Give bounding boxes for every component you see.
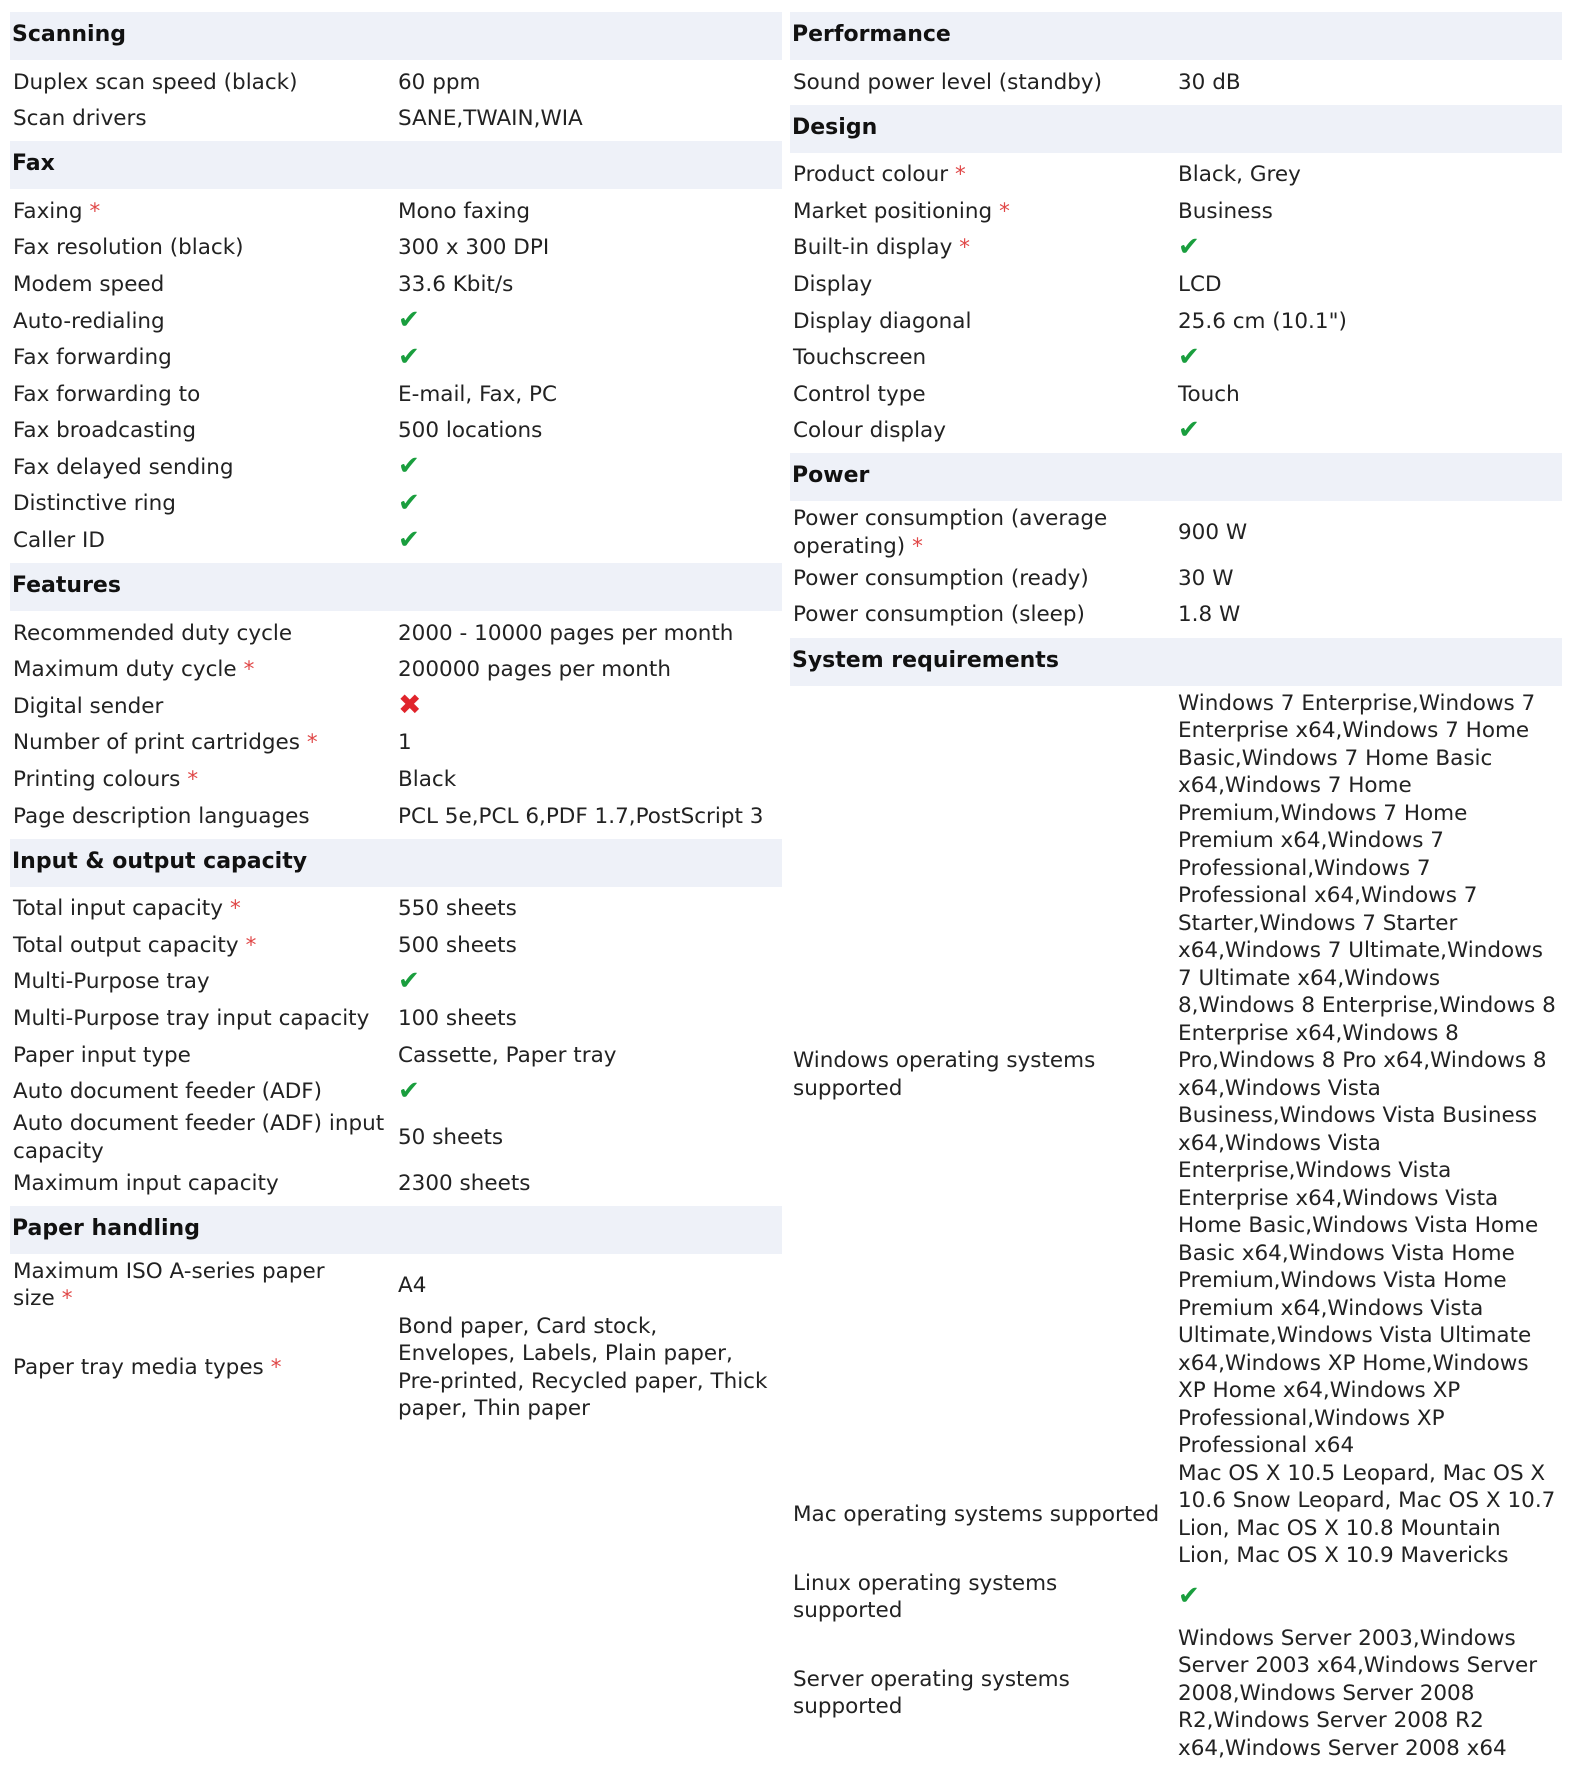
spec-row bbox=[10, 303, 782, 340]
spec-row bbox=[10, 615, 782, 652]
spec-row bbox=[790, 230, 1562, 267]
spec-value bbox=[1178, 231, 1562, 263]
spec-row bbox=[10, 927, 782, 964]
spec-label bbox=[10, 620, 398, 648]
spec-row bbox=[10, 376, 782, 413]
spec-value: Touch bbox=[1178, 381, 1240, 407]
spec-label bbox=[10, 968, 398, 996]
spec-value: Windows 7 Enterprise,Windows 7 Enterprise x64,Windows 7 Home Basic,Windows 7 Home Basic x64,Windows 7 Home Premium,Windows 7 Home Premium x64,Windows 7 Professional,Windows 7 Professional x64,Windows 7 Starter,Windows 7 Starter x64,Windows 7 Ultimate,Windows 7 Ultimate x64,Windows 8,Windows 8 Enterprise,Windows 8 Enterprise x64,Windows 8 Pro,Windows 8 Pro x64,Windows 8 x64,Windows Vista Business,Windows Vista Business x64,Windows Vista Enterprise,Windows Vista Enterprise x64,Windows Vista Home Basic,Windows Vista Home Basic x64,Windows Vista Home Premium,Windows Vista Home Premium x64,Windows Vista Ultimate,Windows Vista Ultimate x64,Windows XP Home,Windows XP Home x64,Windows XP Professional,Windows XP Professional x64 bbox=[1178, 690, 1556, 1459]
spec-label-text: Auto document feeder (ADF) bbox=[13, 1079, 323, 1105]
spec-label bbox=[10, 693, 398, 721]
spec-value: 200000 pages per month bbox=[398, 657, 671, 683]
spec-value bbox=[1178, 341, 1562, 373]
spec-value: Cassette, Paper tray bbox=[398, 1042, 617, 1068]
spec-label-text: Duplex scan speed (black) bbox=[13, 69, 298, 95]
required-asterisk-icon: * bbox=[245, 932, 257, 958]
spec-label-text: Maximum ISO A-series paper size bbox=[13, 1258, 325, 1312]
spec-label-text: Display diagonal bbox=[793, 308, 972, 334]
section-body-paper-handling bbox=[10, 1254, 782, 1427]
spec-value: 60 ppm bbox=[398, 69, 481, 95]
spec-label bbox=[10, 766, 398, 794]
spec-value: Windows Server 2003,Windows Server 2003 x64,Windows Server 2008,Windows Server 2008 R2,Windows Server 2008 R2 x64,Windows Server 2008 x64 bbox=[1178, 1625, 1538, 1761]
spec-value bbox=[1178, 1580, 1562, 1612]
spec-value bbox=[398, 487, 782, 519]
spec-value: 100 sheets bbox=[398, 1006, 517, 1032]
spec-row bbox=[790, 1460, 1562, 1570]
section-body-performance bbox=[790, 60, 1562, 105]
spec-row bbox=[10, 486, 782, 523]
spec-value: 550 sheets bbox=[398, 896, 517, 922]
spec-value: 2300 sheets bbox=[398, 1170, 531, 1196]
spec-label bbox=[10, 1170, 398, 1198]
spec-value: 300 x 300 DPI bbox=[398, 235, 550, 261]
spec-label-text: Fax resolution (black) bbox=[13, 235, 244, 261]
spec-label-text: Auto-redialing bbox=[13, 308, 165, 334]
spec-label bbox=[10, 1005, 398, 1033]
spec-value: Bond paper, Card stock, Envelopes, Labels, Plain paper, Pre-printed, Recycled paper, Thick paper, Thin paper bbox=[398, 1313, 768, 1422]
check-icon: ✔ bbox=[1178, 341, 1200, 372]
spec-row bbox=[10, 340, 782, 377]
spec-label-text: Market positioning bbox=[793, 198, 993, 224]
spec-value bbox=[398, 1075, 782, 1107]
spec-value: 30 W bbox=[1178, 565, 1234, 591]
spec-label-text: Product colour bbox=[793, 162, 949, 188]
spec-label bbox=[790, 1501, 1178, 1529]
spec-label-text: Page description languages bbox=[13, 803, 310, 829]
spec-label bbox=[790, 344, 1178, 372]
spec-row bbox=[10, 193, 782, 230]
spec-row bbox=[10, 449, 782, 486]
check-icon: ✔ bbox=[398, 305, 420, 336]
spec-row bbox=[790, 303, 1562, 340]
spec-label-text: Recommended duty cycle bbox=[13, 620, 293, 646]
spec-value: PCL 5e,PCL 6,PDF 1.7,PostScript 3 bbox=[398, 803, 764, 829]
spec-row bbox=[10, 1258, 782, 1313]
spec-row bbox=[10, 688, 782, 725]
section-body-input-output-capacity bbox=[10, 887, 782, 1206]
right-spec-column bbox=[790, 12, 1562, 1766]
check-icon: ✔ bbox=[1178, 414, 1200, 445]
spec-row bbox=[10, 798, 782, 835]
spec-value: 25.6 cm (10.1") bbox=[1178, 308, 1347, 334]
required-asterisk-icon: * bbox=[912, 533, 923, 559]
spec-label bbox=[790, 308, 1178, 336]
spec-label-text: Display bbox=[793, 271, 873, 297]
section-header-paper-handling: Paper handling bbox=[10, 1206, 782, 1254]
spec-label bbox=[10, 198, 398, 226]
spec-value: Black, Grey bbox=[1178, 162, 1301, 188]
spec-label-text: Caller ID bbox=[13, 528, 105, 554]
section-body-scanning bbox=[10, 60, 782, 141]
spec-label bbox=[10, 729, 398, 757]
spec-label bbox=[10, 895, 398, 923]
spec-row bbox=[790, 64, 1562, 101]
spec-label bbox=[10, 1042, 398, 1070]
spec-row bbox=[790, 690, 1562, 1460]
spec-label-text: Power consumption (sleep) bbox=[793, 602, 1085, 628]
spec-label bbox=[10, 932, 398, 960]
spec-value bbox=[398, 965, 782, 997]
spec-row bbox=[10, 725, 782, 762]
check-icon: ✔ bbox=[398, 1075, 420, 1106]
check-icon: ✔ bbox=[398, 341, 420, 372]
check-icon: ✔ bbox=[398, 524, 420, 555]
check-icon: ✔ bbox=[398, 451, 420, 482]
required-asterisk-icon: * bbox=[270, 1355, 282, 1381]
spec-label-text: Power consumption (average operating) bbox=[793, 506, 1108, 559]
spec-row bbox=[10, 1037, 782, 1074]
spec-value: 900 W bbox=[1178, 520, 1248, 546]
spec-row bbox=[10, 891, 782, 928]
spec-row bbox=[790, 340, 1562, 377]
spec-label bbox=[790, 198, 1178, 226]
required-asterisk-icon: * bbox=[306, 730, 318, 756]
required-asterisk-icon: * bbox=[187, 767, 199, 793]
spec-value: 1 bbox=[398, 730, 412, 756]
spec-label bbox=[790, 505, 1178, 560]
spec-value: 500 sheets bbox=[398, 932, 517, 958]
spec-label-text: Paper tray media types bbox=[13, 1355, 264, 1381]
spec-label-text: Maximum duty cycle bbox=[13, 657, 237, 683]
spec-label-text: Modem speed bbox=[13, 271, 165, 297]
section-body-features bbox=[10, 611, 782, 839]
spec-label bbox=[790, 69, 1178, 97]
spec-label bbox=[790, 161, 1178, 189]
section-header-features: Features bbox=[10, 563, 782, 611]
spec-value: 33.6 Kbit/s bbox=[398, 271, 514, 297]
spec-label bbox=[10, 234, 398, 262]
spec-value: Mac OS X 10.5 Leopard, Mac OS X 10.6 Snow Leopard, Mac OS X 10.7 Lion, Mac OS X 10.8 Mountain Lion, Mac OS X 10.9 Mavericks bbox=[1178, 1460, 1556, 1569]
spec-label bbox=[790, 1570, 1178, 1625]
spec-value bbox=[398, 524, 782, 556]
section-body-design bbox=[790, 153, 1562, 454]
spec-label-text: Paper input type bbox=[13, 1042, 191, 1068]
spec-value: Black bbox=[398, 767, 457, 793]
spec-value: SANE,TWAIN,WIA bbox=[398, 106, 583, 132]
spec-row bbox=[10, 762, 782, 799]
check-icon: ✔ bbox=[1178, 1580, 1200, 1611]
section-body-power bbox=[790, 501, 1562, 637]
spec-label-text: Sound power level (standby) bbox=[793, 69, 1103, 95]
spec-value bbox=[398, 307, 782, 336]
spec-row bbox=[10, 1313, 782, 1423]
spec-value: E-mail, Fax, PC bbox=[398, 381, 558, 407]
section-header-performance: Performance bbox=[790, 12, 1562, 60]
spec-row bbox=[10, 523, 782, 560]
spec-label-text: Total input capacity bbox=[13, 896, 223, 922]
spec-row bbox=[10, 64, 782, 101]
spec-label bbox=[10, 656, 398, 684]
spec-label bbox=[10, 803, 398, 831]
spec-value: Business bbox=[1178, 198, 1273, 224]
spec-label-text: Total output capacity bbox=[13, 932, 239, 958]
spec-label-text: Mac operating systems supported bbox=[793, 1501, 1160, 1527]
spec-label-text: Windows operating systems supported bbox=[793, 1048, 1096, 1101]
check-icon: ✔ bbox=[398, 965, 420, 996]
section-header-scanning: Scanning bbox=[10, 12, 782, 60]
cross-icon: ✖ bbox=[398, 687, 422, 721]
spec-label-text: Distinctive ring bbox=[13, 491, 176, 517]
spec-row bbox=[10, 1110, 782, 1165]
section-header-input-output-capacity: Input & output capacity bbox=[10, 839, 782, 887]
section-body-system-requirements bbox=[790, 686, 1562, 1766]
spec-label-text: Multi-Purpose tray input capacity bbox=[13, 1006, 370, 1032]
spec-value bbox=[1178, 414, 1562, 446]
spec-row bbox=[10, 266, 782, 303]
section-body-fax bbox=[10, 189, 782, 563]
spec-row bbox=[790, 376, 1562, 413]
spec-value: LCD bbox=[1178, 271, 1222, 297]
spec-row bbox=[790, 1570, 1562, 1625]
spec-label bbox=[790, 381, 1178, 409]
spec-label bbox=[10, 271, 398, 299]
spec-label bbox=[10, 308, 398, 336]
spec-value: 500 locations bbox=[398, 418, 543, 444]
spec-label bbox=[10, 381, 398, 409]
spec-label-text: Faxing bbox=[13, 198, 83, 224]
spec-row bbox=[790, 413, 1562, 450]
spec-row bbox=[790, 1625, 1562, 1763]
spec-value: A4 bbox=[398, 1272, 427, 1298]
check-icon: ✔ bbox=[398, 487, 420, 518]
spec-row bbox=[10, 652, 782, 689]
spec-row bbox=[10, 1165, 782, 1202]
spec-row bbox=[790, 560, 1562, 597]
spec-label-text: Fax forwarding to bbox=[13, 381, 201, 407]
spec-label-text: Printing colours bbox=[13, 767, 181, 793]
spec-label-text: Number of print cartridges bbox=[13, 730, 300, 756]
spec-label-text: Linux operating systems supported bbox=[793, 1570, 1058, 1624]
spec-label bbox=[790, 1666, 1178, 1721]
spec-label-text: Digital sender bbox=[13, 693, 164, 719]
spec-label-text: Control type bbox=[793, 381, 926, 407]
section-header-power: Power bbox=[790, 453, 1562, 501]
spec-row bbox=[10, 1074, 782, 1111]
spec-row bbox=[10, 230, 782, 267]
section-header-system-requirements: System requirements bbox=[790, 638, 1562, 686]
required-asterisk-icon: * bbox=[959, 235, 971, 261]
spec-value: 2000 - 10000 pages per month bbox=[398, 620, 734, 646]
spec-value bbox=[398, 453, 782, 482]
spec-row bbox=[10, 413, 782, 450]
spec-row bbox=[10, 964, 782, 1001]
section-header-fax: Fax bbox=[10, 141, 782, 189]
required-asterisk-icon: * bbox=[955, 162, 966, 188]
spec-label bbox=[10, 1110, 398, 1165]
spec-value bbox=[398, 341, 782, 373]
spec-label-text: Fax forwarding bbox=[13, 345, 172, 371]
spec-label-text: Power consumption (ready) bbox=[793, 565, 1089, 591]
spec-label bbox=[790, 417, 1178, 445]
spec-row bbox=[790, 266, 1562, 303]
required-asterisk-icon: * bbox=[89, 198, 101, 224]
spec-value: Mono faxing bbox=[398, 198, 531, 224]
spec-label bbox=[10, 490, 398, 518]
spec-label-text: Fax broadcasting bbox=[13, 418, 196, 444]
left-spec-column bbox=[10, 12, 782, 1427]
spec-label bbox=[10, 344, 398, 372]
spec-row bbox=[790, 505, 1562, 560]
spec-row bbox=[10, 1000, 782, 1037]
spec-value: 1.8 W bbox=[1178, 602, 1241, 628]
section-header-design: Design bbox=[790, 105, 1562, 153]
spec-label bbox=[10, 105, 398, 133]
required-asterisk-icon: * bbox=[61, 1286, 73, 1312]
spec-value: 50 sheets bbox=[398, 1125, 504, 1150]
spec-label bbox=[790, 565, 1178, 593]
spec-label bbox=[790, 1047, 1178, 1102]
spec-label bbox=[10, 1078, 398, 1106]
required-asterisk-icon: * bbox=[999, 198, 1010, 224]
spec-label bbox=[790, 601, 1178, 629]
spec-label-text: Scan drivers bbox=[13, 106, 147, 132]
check-icon: ✔ bbox=[1178, 231, 1200, 262]
spec-label bbox=[10, 1354, 398, 1382]
spec-label-text: Built-in display bbox=[793, 235, 953, 261]
spec-label-text: Colour display bbox=[793, 418, 946, 444]
spec-label-text: Server operating systems supported bbox=[793, 1666, 1070, 1720]
spec-row bbox=[790, 597, 1562, 634]
spec-label-text: Touchscreen bbox=[793, 345, 927, 371]
spec-label bbox=[10, 417, 398, 445]
spec-row bbox=[790, 193, 1562, 230]
spec-row bbox=[790, 157, 1562, 194]
required-asterisk-icon: * bbox=[243, 657, 255, 683]
spec-label-text: Fax delayed sending bbox=[13, 454, 234, 480]
spec-label bbox=[790, 234, 1178, 262]
spec-label bbox=[10, 527, 398, 555]
spec-label bbox=[790, 271, 1178, 299]
spec-value bbox=[398, 687, 782, 722]
spec-label bbox=[10, 69, 398, 97]
spec-row bbox=[10, 101, 782, 138]
spec-label-text: Auto document feeder (ADF) input capacity bbox=[13, 1111, 385, 1164]
spec-value: 30 dB bbox=[1178, 69, 1241, 95]
spec-label-text: Maximum input capacity bbox=[13, 1170, 279, 1196]
spec-label bbox=[10, 1258, 398, 1313]
spec-label-text: Multi-Purpose tray bbox=[13, 969, 210, 995]
spec-label bbox=[10, 454, 398, 482]
required-asterisk-icon: * bbox=[229, 896, 241, 922]
